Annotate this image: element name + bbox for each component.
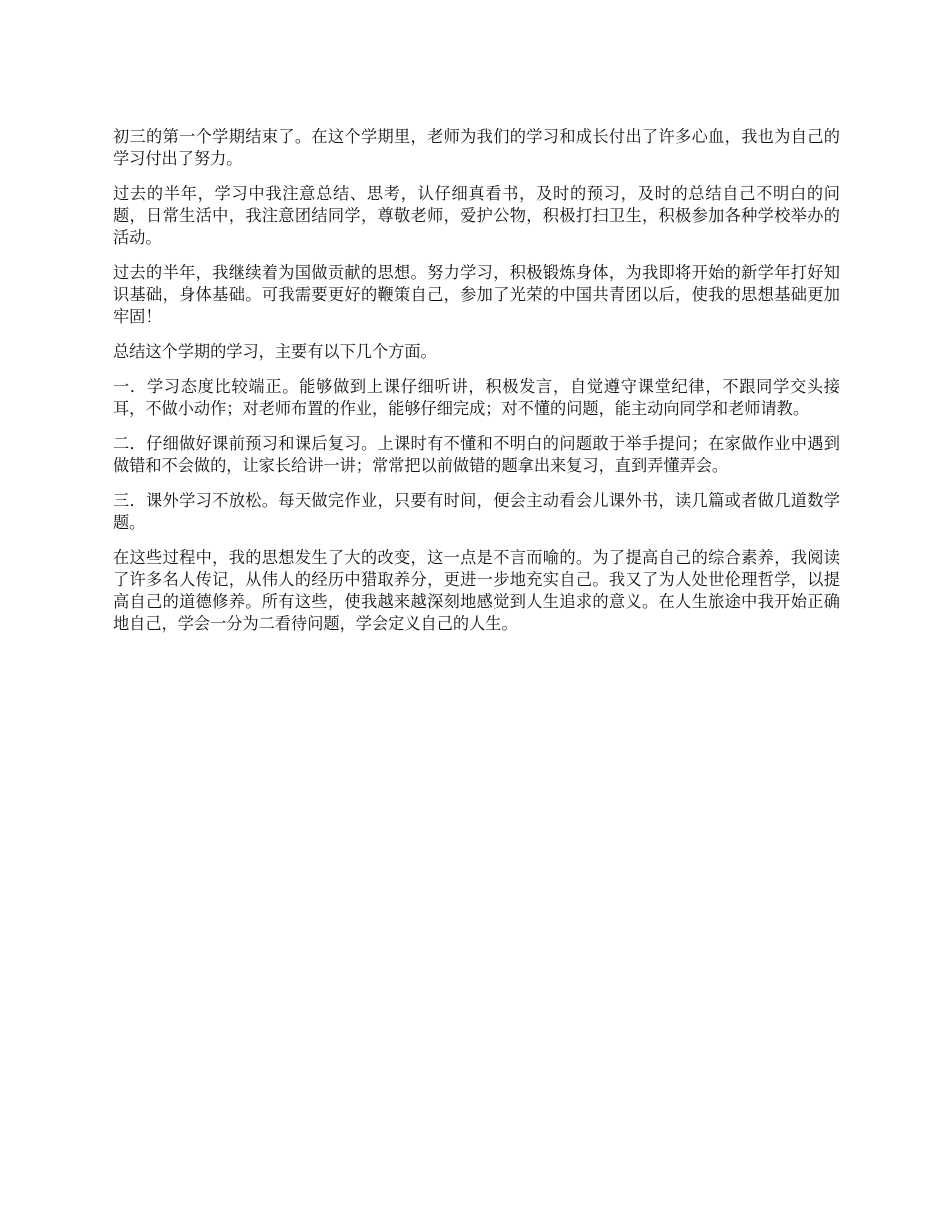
- paragraph-point-two: 二．仔细做好课前预习和课后复习。上课时有不懂和不明白的问题敢于举手提问；在家做作业中遇到做错和不会做的，让家长给讲一讲；常常把以前做错的题拿出来复习，直到弄懂弄会。: [113, 434, 840, 475]
- paragraph-reflection: 在这些过程中，我的思想发生了大的改变，这一点是不言而喻的。为了提高自己的综合素养，我阅读了许多名人传记，从伟人的经历中猎取养分，更进一步地充实自己。我又了为人处世伦理哲学，以提高自己的道德修养。所有这些，使我越来越深刻地感觉到人生追求的意义。在人生旅途中我开始正确地自己，学会一分为二看待问题，学会定义自己的人生。: [113, 548, 840, 633]
- paragraph-point-one: 一．学习态度比较端正。能够做到上课仔细听讲，积极发言，自觉遵守课堂纪律，不跟同学交头接耳，不做小动作；对老师布置的作业，能够仔细完成；对不懂的问题，能主动向同学和老师请教。: [113, 377, 840, 418]
- paragraph-ideology: 过去的半年，我继续着为国做贡献的思想。努力学习，积极锻炼身体，为我即将开始的新学年打好知识基础，身体基础。可我需要更好的鞭策自己，参加了光荣的中国共青团以后，使我的思想基础更加牢固！: [113, 263, 840, 326]
- paragraph-summary-intro: 总结这个学期的学习，主要有以下几个方面。: [113, 342, 437, 361]
- paragraph-study-habits: 过去的半年，学习中我注意总结、思考，认仔细真看书，及时的预习，及时的总结自己不明白的问题，日常生活中，我注意团结同学，尊敬老师，爱护公物，积极打扫卫生，积极参加各种学校举办的活动。: [113, 184, 840, 247]
- document-body: [113, 126, 840, 648]
- paragraph-semester-end: 初三的第一个学期结束了。在这个学期里，老师为我们的学习和成长付出了许多心血，我也为自己的学习付出了努力。: [113, 127, 840, 168]
- paragraph-point-three: 三．课外学习不放松。每天做完作业，只要有时间，便会主动看会儿课外书，读几篇或者做几道数学题。: [113, 491, 840, 532]
